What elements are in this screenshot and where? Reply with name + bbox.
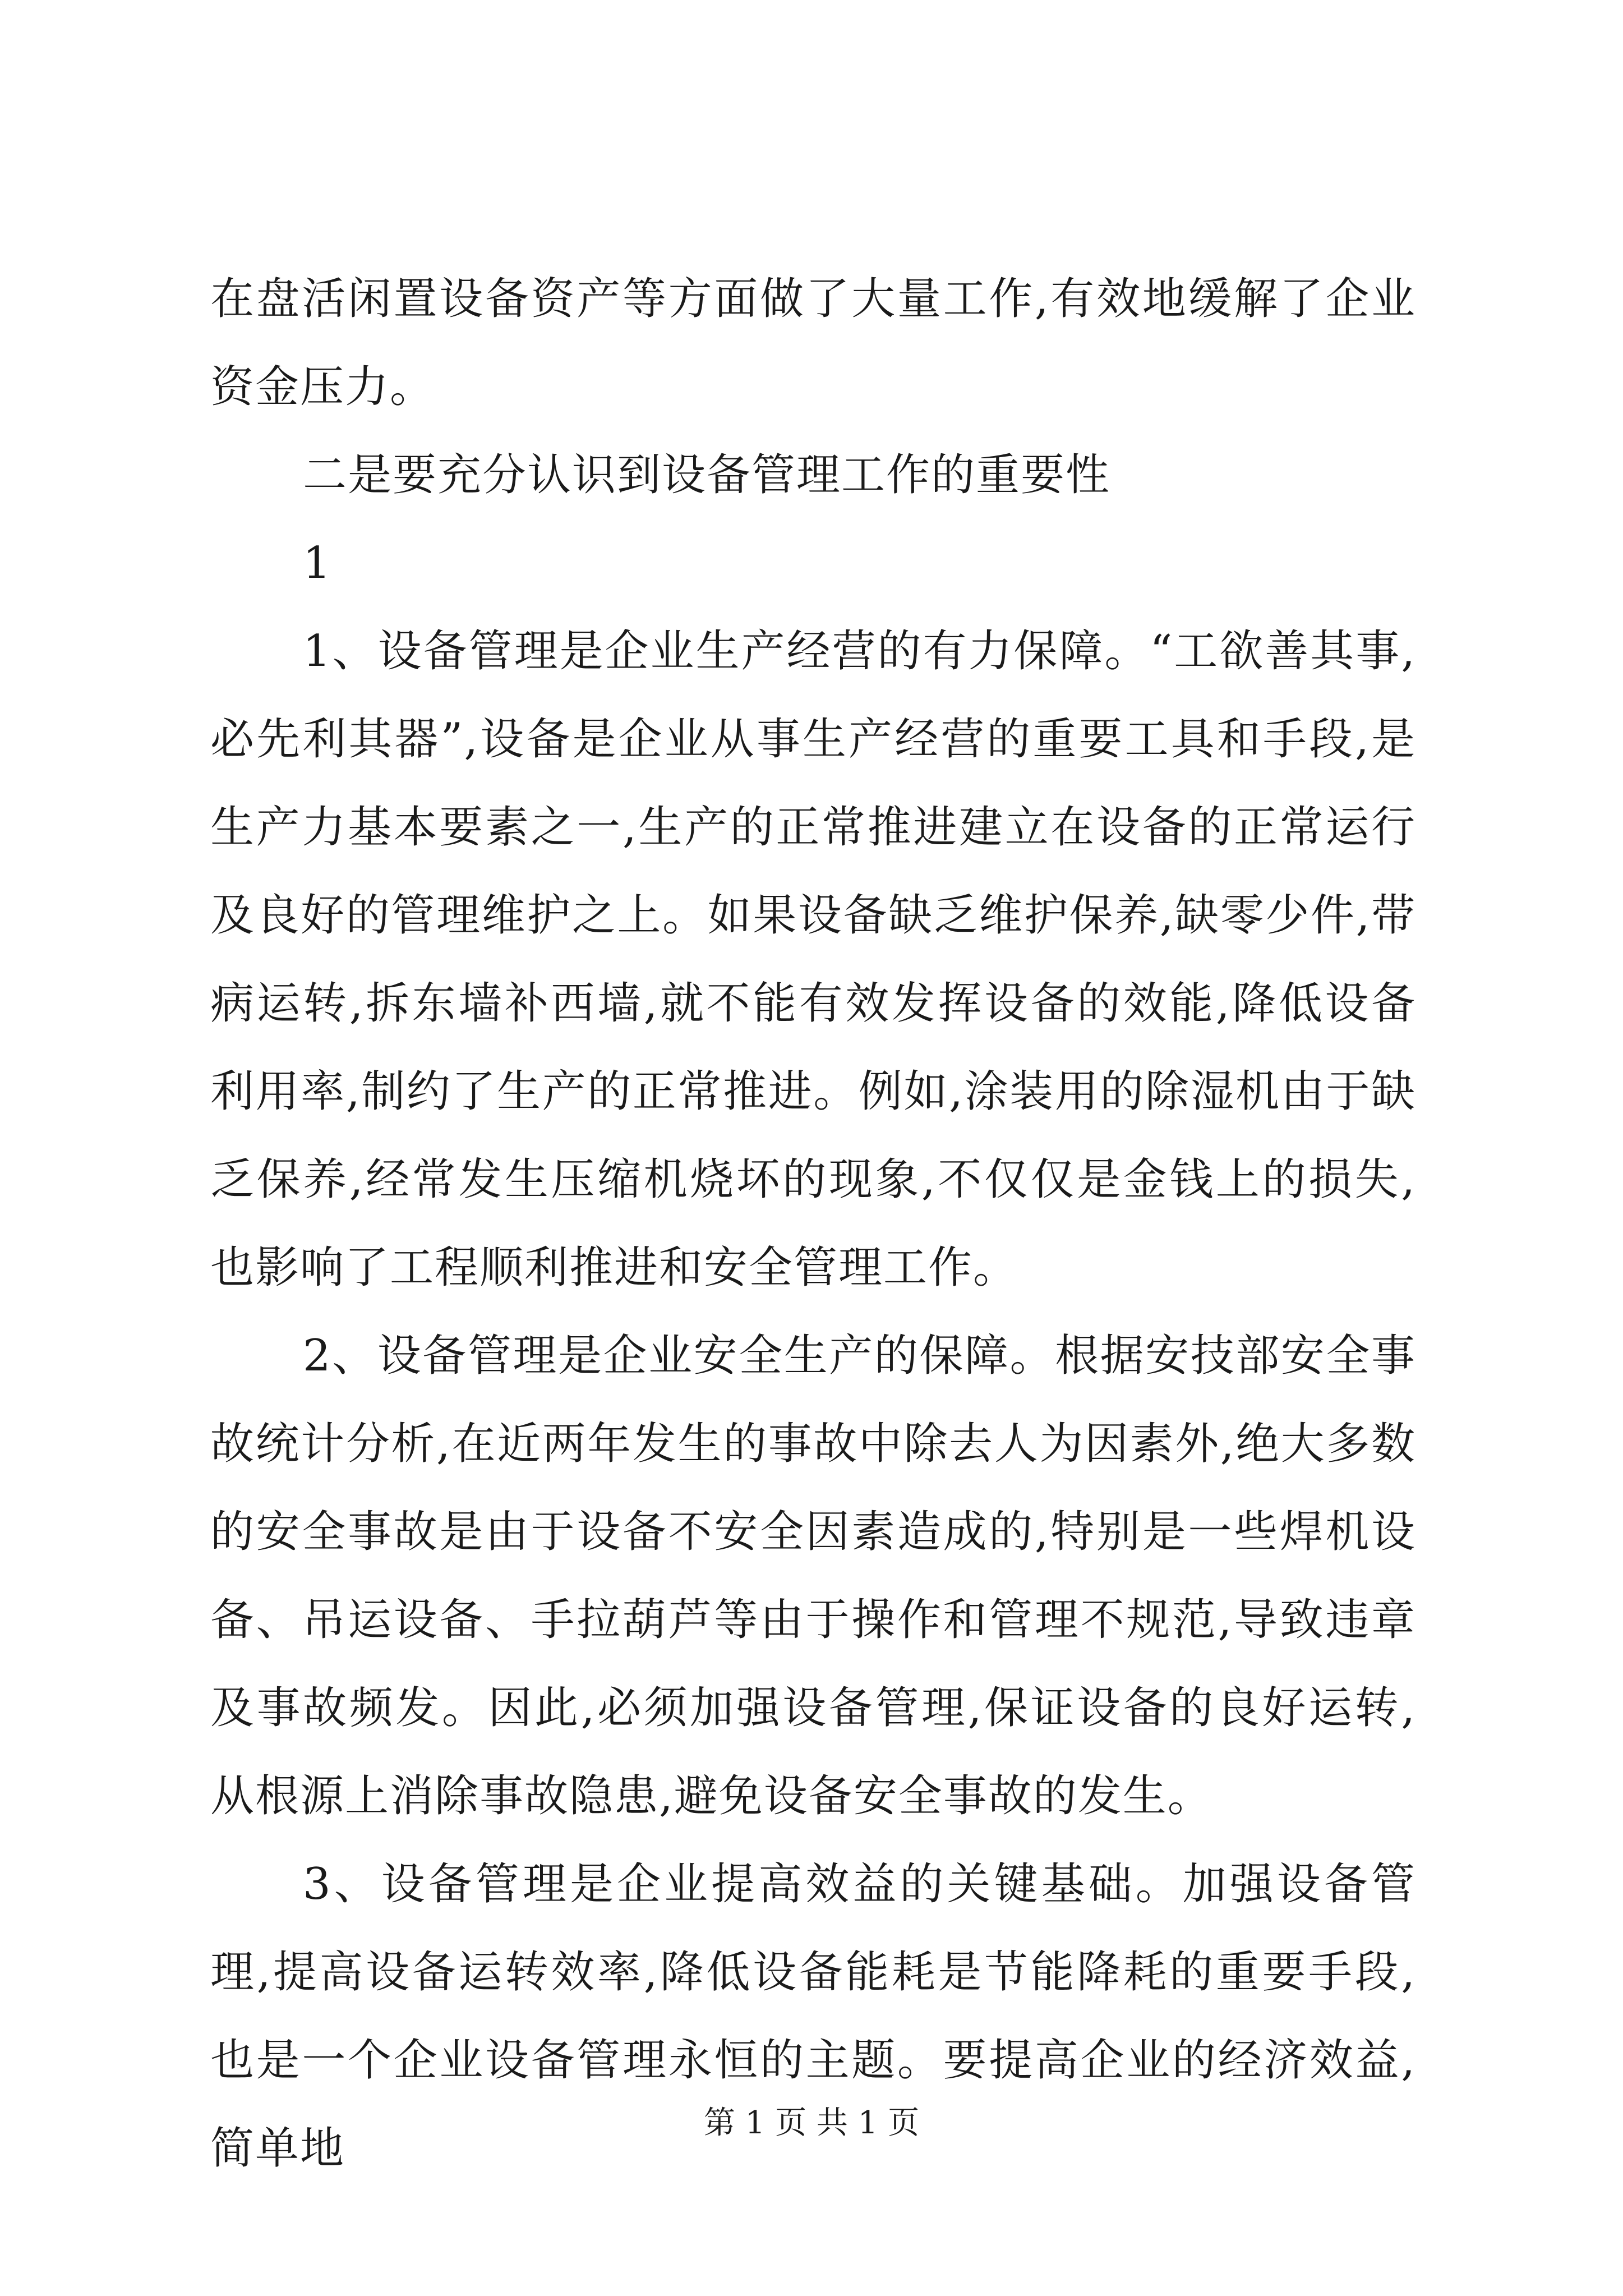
paragraph-point-1: 1、设备管理是企业生产经营的有力保障。“工欲善其事,必先利其器”,设备是企业从事生产经营的重要工具和手段,是生产力基本要素之一,生产的正常推进建立在设备的正常运行及良好的管理维护之上。如果设备缺乏维护保养,缺零少件,带病运转,拆东墙补西墙,就不能有效发挥设备的效能,降低设备利用率,制约了生产的正常推进。例如,涂装用的除湿机由于缺乏保养,经常发生压缩机烧坏的现象,不仅仅是金钱上的损失,也影响了工程顺利推进和安全管理工作。	[210, 626, 1416, 1293]
paragraph-point-2: 2、设备管理是企业安全生产的保障。根据安技部安全事故统计分析,在近两年发生的事故中除去人为因素外,绝大多数的安全事故是由于设备不安全因素造成的,特别是一些焊机设备、吊运设备、手拉葫芦等由于操作和管理不规范,导致违章及事故频发。因此,必须加强设备管理,保证设备的良好运转,从根源上消除事故隐患,避免设备安全事故的发生。	[210, 1331, 1416, 1821]
paragraph-point-3: 3、设备管理是企业提高效益的关键基础。加强设备管理,提高设备运转效率,降低设备能耗是节能降耗的重要手段,也是一个企业设备管理永恒的主题。要提高企业的经济效益,简单地	[210, 1859, 1416, 2174]
section-heading: 二是要充分认识到设备管理工作的重要性	[303, 450, 1111, 500]
paragraph-intro: 在盘活闲置设备资产等方面做了大量工作,有效地缓解了企业资金压力。	[210, 274, 1416, 412]
document-body	[210, 255, 1416, 2193]
page-number-inline: 1	[303, 538, 332, 588]
page-footer: 第 1 页 共 1 页	[703, 2105, 920, 2141]
